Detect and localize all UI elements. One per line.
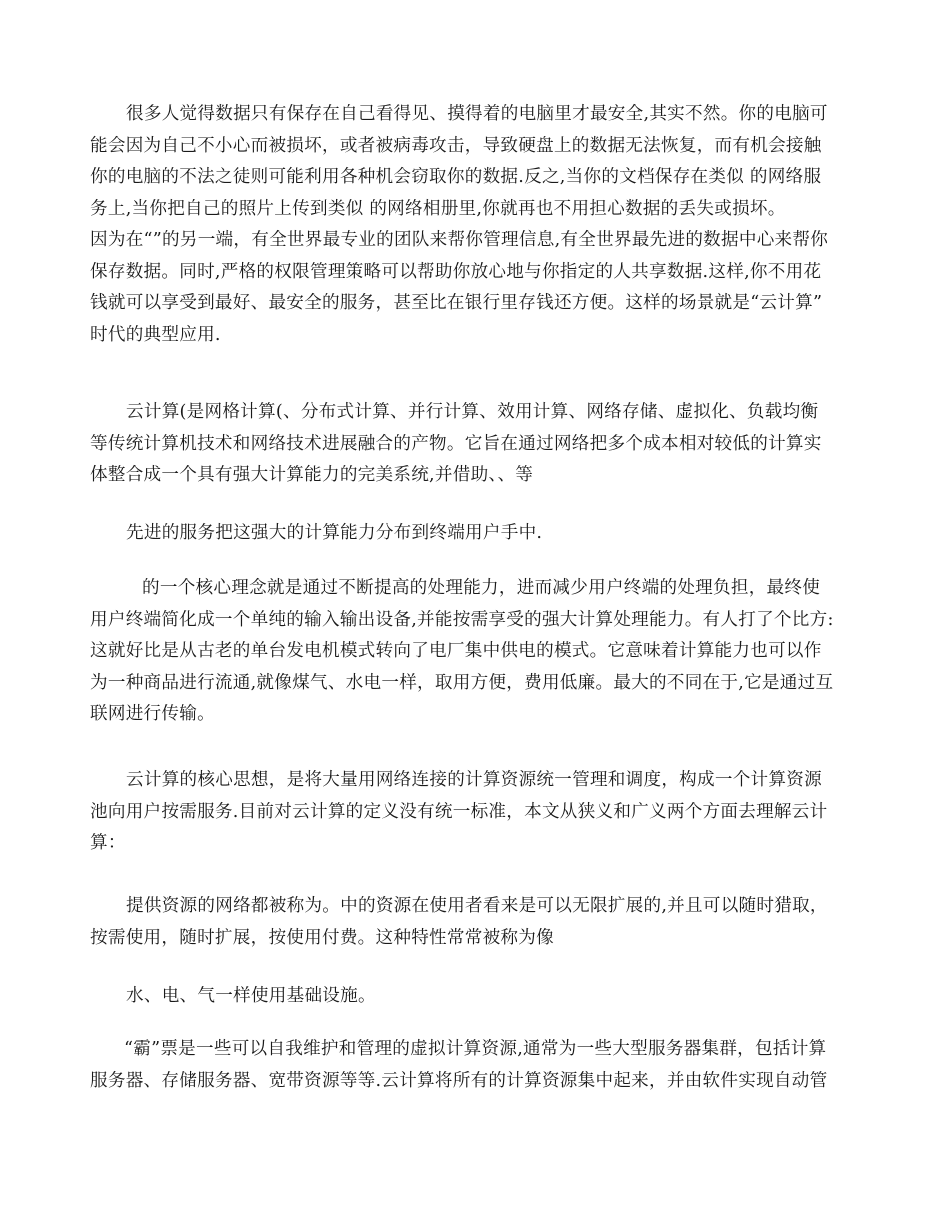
text-line: 能会因为自己不小心而被损坏，或者被病毒攻击，导致硬盘上的数据无法恢复，而有机会接触 <box>90 135 822 156</box>
text-line: 用户终端简化成一个单纯的输入输出设备,并能按需享受的强大计算处理能力。有人打了个比方: <box>90 609 834 630</box>
text-line: 你的电脑的不法之徒则可能利用各种机会窃取你的数据.反之,当你的文档保存在类似 的网络服 <box>90 167 822 187</box>
paragraph-3 <box>90 518 880 550</box>
text-line: “霸”票是一些可以自我维护和管理的虚拟计算资源,通常为一些大型服务器集群，包括计算 <box>124 1039 827 1059</box>
text-line: 为一种商品进行流通,就像煤气、水电一样，取用方便，费用低廉。最大的不同在于,它是通过互 <box>90 672 834 693</box>
text-line: 云计算的核心思想，是将大量用网络连接的计算资源统一管理和调度，构成一个计算资源 <box>126 770 822 790</box>
text-line: 因为在“”的另一端，有全世界最专业的团队来帮你管理信息,有全世界最先进的数据中心来帮你 <box>90 230 829 250</box>
text-line: 这就好比是从古老的单台发电机模式转向了电厂集中供电的模式。它意味着计算能力也可以作 <box>90 641 822 661</box>
paragraph-6 <box>90 891 880 954</box>
text-line: 务上,当你把自己的照片上传到类似 的网络相册里,你就再也不用担心数据的丢失或损坏。 <box>90 198 786 219</box>
paragraph-8 <box>90 1034 880 1097</box>
text-line: 联网进行传输。 <box>90 704 215 724</box>
text-line: 保存数据。同时,严格的权限管理策略可以帮助你放心地与你指定的人共享数据.这样,你不用花 <box>90 261 822 282</box>
text-line: 钱就可以享受到最好、最安全的服务，甚至比在银行里存钱还方便。这样的场景就是“云计算” <box>90 293 823 313</box>
text-line: 水、电、气一样使用基础设施。 <box>126 986 376 1006</box>
paragraph-4 <box>90 573 880 731</box>
text-line: 提供资源的网络都被称为。中的资源在使用者看来是可以无限扩展的,并且可以随时猎取， <box>126 896 828 916</box>
text-line: 服务器、存储服务器、宽带资源等等.云计算将所有的计算资源集中起来，并由软件实现自动管 <box>90 1070 828 1091</box>
text-line: 先进的服务把这强大的计算能力分布到终端用户手中. <box>126 523 543 543</box>
text-line: 等传统计算机技术和网络技术进展融合的产物。它旨在通过网络把多个成本相对较低的计算实 <box>90 433 822 454</box>
text-line: 按需使用，随时扩展，按使用付费。这种特性常常被称为像 <box>90 927 554 948</box>
paragraph-2 <box>90 397 880 492</box>
text-line: 的一个核心理念就是通过不断提高的处理能力，进而减少用户终端的处理负担，最终使 <box>142 578 821 598</box>
paragraph-1 <box>90 99 880 351</box>
text-line: 时代的典型应用. <box>90 324 221 345</box>
text-line: 很多人觉得数据只有保存在自己看得见、摸得着的电脑里才最安全,其实不然。你的电脑可 <box>126 104 828 124</box>
text-line: 体整合成一个具有强大计算能力的完美系统,并借助、、等 <box>90 465 534 485</box>
text-line: 云计算(是网格计算(、分布式计算、并行计算、效用计算、网络存储、虚拟化、负载均衡 <box>126 402 819 422</box>
text-line: 池向用户按需服务.目前对云计算的定义没有统一标准，本文从狭义和广义两个方面去理解云计 <box>90 801 828 822</box>
text-line: 算： <box>90 833 126 853</box>
paragraph-5 <box>90 765 880 860</box>
paragraph-7 <box>90 981 880 1013</box>
